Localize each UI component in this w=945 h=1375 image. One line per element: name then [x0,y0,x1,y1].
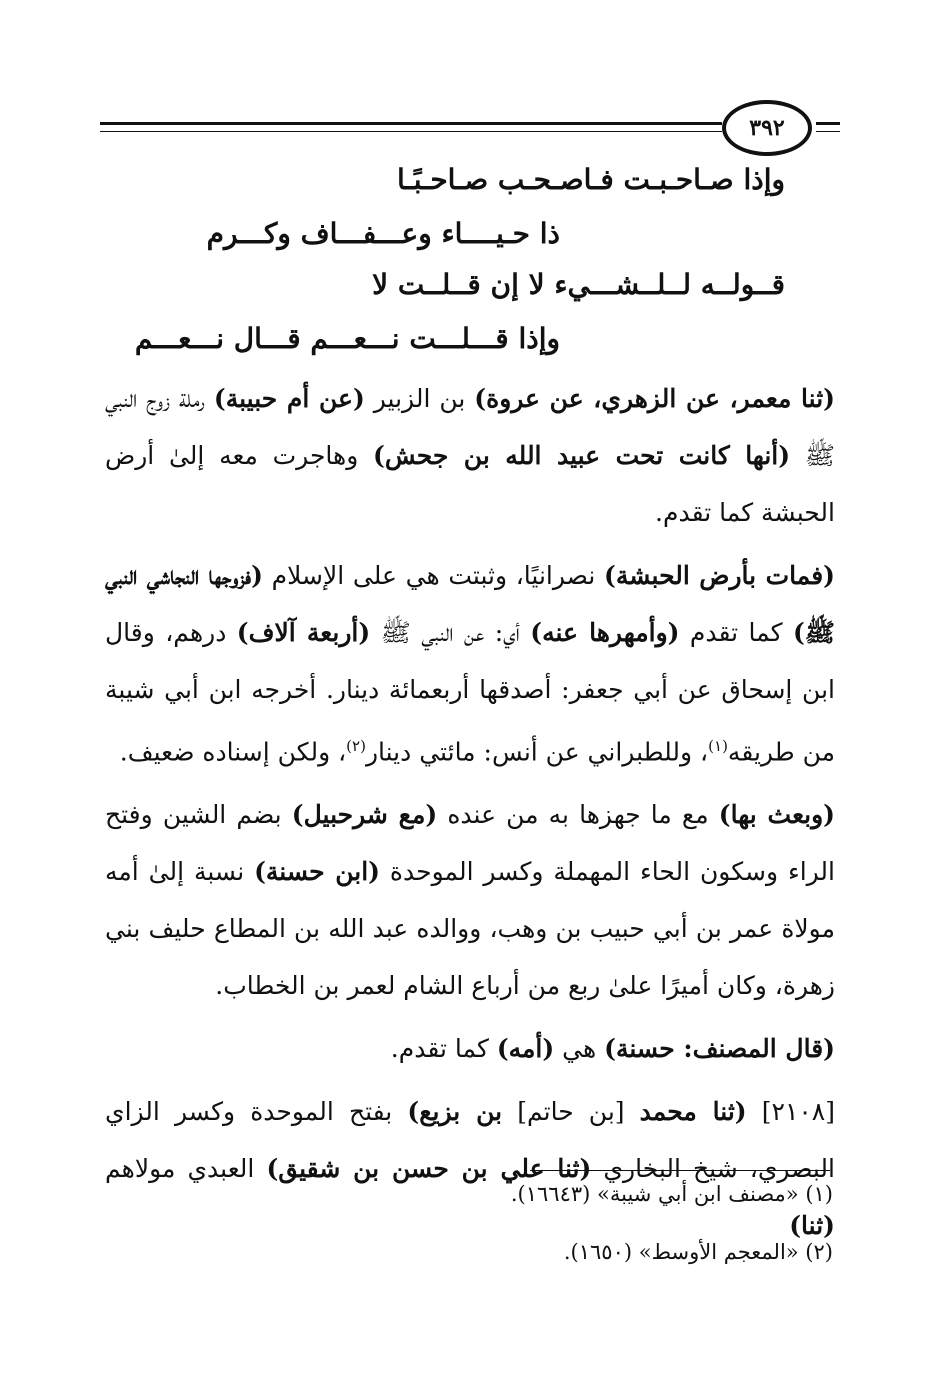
quoted-text: (ابن حسنة) [254,857,381,887]
quoted-text: (قال المصنف: حسنة) [604,1034,835,1064]
body-text [105,370,835,1260]
page-header [100,100,840,160]
footnote-ref[interactable]: (١) [708,737,728,755]
poem-verse-3: قــولــه لــلــشـــيء لا إن قــلــت لا [372,268,785,301]
paragraph [105,786,835,1014]
quoted-text: (أنها كانت تحت عبيد الله بن جحش) [373,441,791,470]
commentary-text: نصرانيًا، وثبتت هي على الإسلام [262,561,605,590]
commentary-text: [بن حاتم] [502,1097,640,1127]
quoted-text: (عن أم حبيبة) [213,384,365,413]
commentary-text: كما تقدم [679,618,793,647]
quoted-text: (فمات بأرض الحبشة) [604,561,835,590]
footnote-ref[interactable]: (٢) [346,737,366,755]
footnote-1: (١) «مصنف ابن أبي شيبة» (١٦٦٤٣). [510,1182,833,1206]
quoted-text: (ثنا علي بن حسن بن شقيق) [266,1154,592,1184]
commentary-text: بن الزبير [364,384,475,413]
footnote-separator [530,1170,830,1171]
paragraph [105,1083,835,1254]
quoted-text: بن بزيع) [407,1097,503,1127]
quoted-text: (أربعة آلاف) [236,618,371,647]
commentary-text: أي: عن النبي ﷺ [370,618,531,647]
commentary-text: ، ولكن إسناده ضعيف. [119,737,347,767]
poem-verse-1: وإذا صـاحـبـت فـاصـحـب صـاحـبًـا [396,163,785,196]
commentary-text: ، وللطبراني عن أنس: مائتي دينار [365,737,709,767]
header-rule-thin-right [816,131,840,132]
footnote-2: (٢) «المعجم الأوسط» (١٦٥٠). [563,1240,833,1264]
commentary-text: بضم الشين وفتح الراء وسكون الحاء المهملة وكسر الموحدة [105,800,835,887]
commentary-text: هي [554,1034,605,1064]
commentary-text: العبدي مولاهم [105,1154,267,1184]
quoted-text: (ثنا محمد [639,1097,747,1127]
commentary-text: مع ما جهزها به من عنده [437,800,719,830]
header-rule-thick-right [816,122,840,125]
quoted-text: (فزوجها النجاشي النبي ﷺ) [105,561,835,647]
page-number: ٣٩٢ [722,100,812,156]
commentary-text: درهم، وقال ابن إسحاق عن أبي جعفر: أصدقها أربعمائة دينار. أخرجه ابن أبي شيبة من طريقه [105,618,835,767]
commentary-text: وهاجرت معه إلىٰ أرض الحبشة كما تقدم. [105,441,835,527]
paragraph [105,547,835,780]
commentary-text: كما تقدم. [390,1034,497,1064]
header-rule-thick [100,122,722,125]
quoted-text: (وبعث بها) [718,800,836,830]
poem-verse-4: وإذا قـــلـــت نـــعـــم قـــال نـــعـــم [134,322,560,355]
quoted-text: (أمه) [496,1034,555,1064]
quoted-text: (وأمهرها عنه) [530,618,680,647]
paragraph [105,1020,835,1077]
commentary-text: بفتح الموحدة وكسر الزاي البصري، شيخ البخاري [105,1097,835,1184]
commentary-text: نسبة إلىٰ أمه مولاة عمر بن أبي حبيب بن وهب، ووالده عبد الله بن المطاع حليف بني زهرة، وكان أميرًا علىٰ ربع من أرباع الشام لعمر بن الخطاب. [105,857,835,1001]
quoted-text: (ثنا معمر، عن الزهري، عن عروة) [474,384,836,413]
paragraph [105,370,835,541]
quoted-text: (مع شرحبيل) [291,800,438,830]
commentary-text: [٢١٠٨] [746,1097,835,1127]
commentary-text: رملة زوج النبي ﷺ [105,384,835,470]
header-rule-thin [100,131,722,132]
quoted-text: (ثنا) [789,1211,835,1241]
poem-verse-2: ذا حـيــــاء وعـــفـــاف وكـــرم [206,217,560,250]
